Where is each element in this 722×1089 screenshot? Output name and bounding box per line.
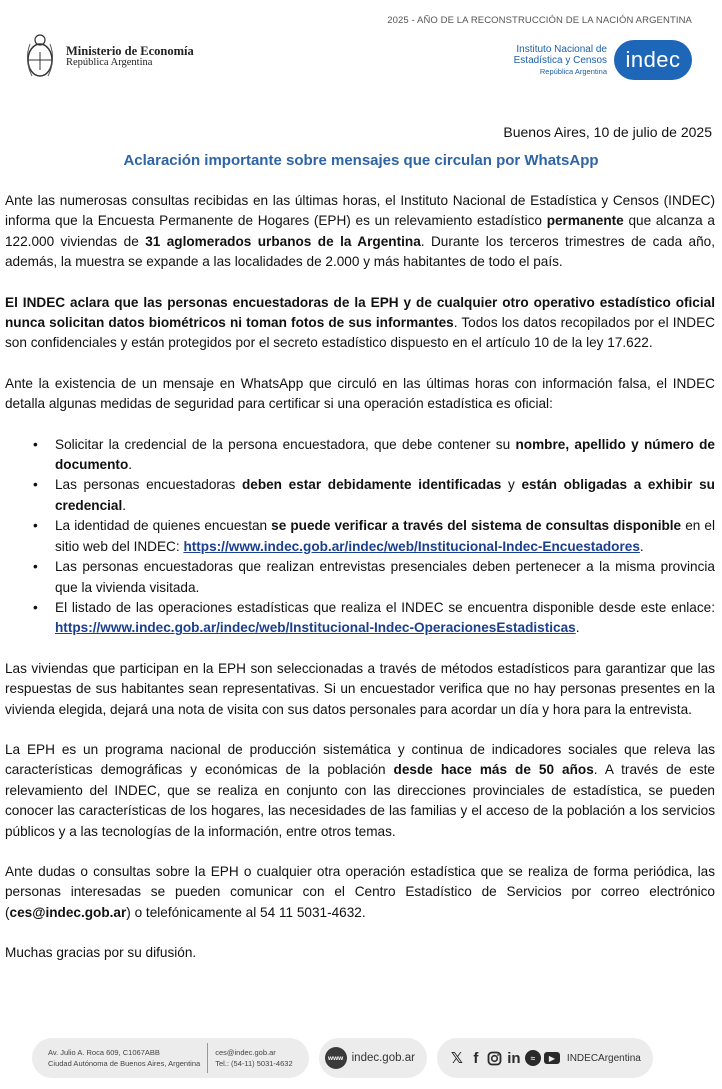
footer-phone: Tel.: (54-11) 5031-4632 xyxy=(215,1059,293,1068)
youtube-icon[interactable]: ▶ xyxy=(544,1052,560,1064)
address-line2: Ciudad Autónoma de Buenos Aires, Argentina xyxy=(48,1059,201,1068)
document-title: Aclaración importante sobre mensajes que circulan por WhatsApp xyxy=(123,152,599,169)
indec-logo-mark: indec xyxy=(614,40,692,80)
divider xyxy=(207,1043,208,1073)
list-item: • La identidad de quienes encuestan se puede verificar a través del sistema de consultas disponible en el sitio web del INDEC: https://www.indec.gob.ar/indec/web/Institucional-Indec-Encuestadores. xyxy=(55,516,715,557)
ministry-logo xyxy=(22,30,194,84)
paragraph-2: El INDEC aclara que las personas encuestadoras de la EPH y de cualquier otro operativo estadístico oficial nunca solicitan datos biométricos ni toman fotos de sus informantes. Todos los datos recopilados por el INDEC son confidenciales y están protegidos por el secreto estadístico dispuesto en el artículo 10 de la ley 17.622. xyxy=(5,294,715,351)
document-body xyxy=(5,191,715,984)
paragraph-1: Ante las numerosas consultas recibidas en las últimas horas, el Instituto Nacional de Estadística y Censos (INDEC) informa que la Encuesta Permanente de Hogares (EPH) es un relevamiento estadístico permanente que alcanza a 122.000 viviendas de 31 aglomerados urbanos de la Argentina. Durante los terceros trimestres de cada año, además, la muestra se expande a las localidades de 2.000 y más habitantes de todo el país. xyxy=(5,193,716,270)
ministry-country: República Argentina xyxy=(66,57,153,68)
social-pill xyxy=(437,1038,653,1078)
institute-country: República Argentina xyxy=(539,66,607,76)
closing-text: Muchas gracias por su difusión. xyxy=(5,945,197,961)
list-item: • Las personas encuestadoras deben estar debidamente identificadas y están obligadas a exhibir su credencial. xyxy=(55,475,715,516)
list-item: • Solicitar la credencial de la persona encuestadora, que debe contener su nombre, apellido y número de documento. xyxy=(55,435,715,476)
document-date: Buenos Aires, 10 de julio de 2025 xyxy=(503,124,712,140)
list-item: • El listado de las operaciones estadísticas que realiza el INDEC se encuentra disponible desde este enlace: https://www.indec.gob.ar/indec/web/Institucional-Indec-OperacionesEstadisticas. xyxy=(55,598,715,639)
institute-name-line2: Estadística y Censos xyxy=(513,54,607,66)
ministry-name: Ministerio de Economía xyxy=(66,44,194,58)
instagram-icon[interactable] xyxy=(487,1050,503,1066)
contact-pill xyxy=(32,1038,309,1078)
institute-name-line1: Instituto Nacional de xyxy=(516,43,607,55)
spotify-icon[interactable]: ≈ xyxy=(525,1050,541,1066)
website-link[interactable]: indec.gob.ar xyxy=(351,1052,415,1064)
paragraph-5: La EPH es un programa nacional de producción sistemática y continua de indicadores sociales que releva las características demográficas y económicas de la población desde hace más de 50 años. A través de este relevamiento del INDEC, que se realiza en conjunto con las direcciones provinciales de estadística, se pueden conocer las características de los hogares, las necesidades de las familias y el acceso de la población a los servicios públicos y a las tecnologías de la información, entre otros temas. xyxy=(5,741,715,839)
paragraph-4: Las viviendas que participan en la EPH son seleccionadas a través de métodos estadísticos para garantizar que las respuestas de sus habitantes sean representativas. Si un encuestador verifica que no hay personas presentes en la vivienda elegida, dejará una nota de visita con sus datos personales para acordar un día y hora para la entrevista. xyxy=(5,660,715,717)
paragraph-3: Ante la existencia de un mensaje en WhatsApp que circuló en las últimas horas con información falsa, el INDEC detalla algunas medidas de seguridad para certificar si una operación estadística es oficial: xyxy=(5,375,715,412)
list-item: • Las personas encuestadoras que realizan entrevistas presenciales deben pertenecer a la misma provincia que la vivienda visitada. xyxy=(55,557,715,598)
linkedin-icon[interactable]: in xyxy=(507,1049,521,1067)
facebook-icon[interactable]: f xyxy=(473,1049,479,1067)
banner-text: 2025 - AÑO DE LA RECONSTRUCCIÓN DE LA NACIÓN ARGENTINA xyxy=(387,15,692,26)
indec-logo xyxy=(514,40,692,80)
security-measures-list xyxy=(5,435,715,639)
encuestadores-link[interactable]: https://www.indec.gob.ar/indec/web/Institucional-Indec-Encuestadores xyxy=(183,538,640,554)
social-handle: INDECArgentina xyxy=(566,1052,641,1064)
coat-of-arms-icon xyxy=(22,30,58,84)
x-icon[interactable]: 𝕏 xyxy=(450,1050,463,1067)
website-pill[interactable] xyxy=(319,1038,427,1078)
address-line1: Av. Julio A. Roca 609, C1067ABB xyxy=(48,1048,160,1057)
footer-email[interactable]: ces@indec.gob.ar xyxy=(215,1048,276,1057)
footer xyxy=(32,1038,653,1078)
operaciones-link[interactable]: https://www.indec.gob.ar/indec/web/Institucional-Indec-OperacionesEstadisticas xyxy=(55,620,576,636)
paragraph-6: Ante dudas o consultas sobre la EPH o cualquier otra operación estadística que se realiza de forma periódica, las personas interesadas se pueden comunicar con el Centro Estadístico de Servicios por correo electrónico (ces@indec.gob.ar) o telefónicamente al 54 11 5031-4632. xyxy=(5,863,715,920)
globe-icon: www xyxy=(325,1047,347,1069)
